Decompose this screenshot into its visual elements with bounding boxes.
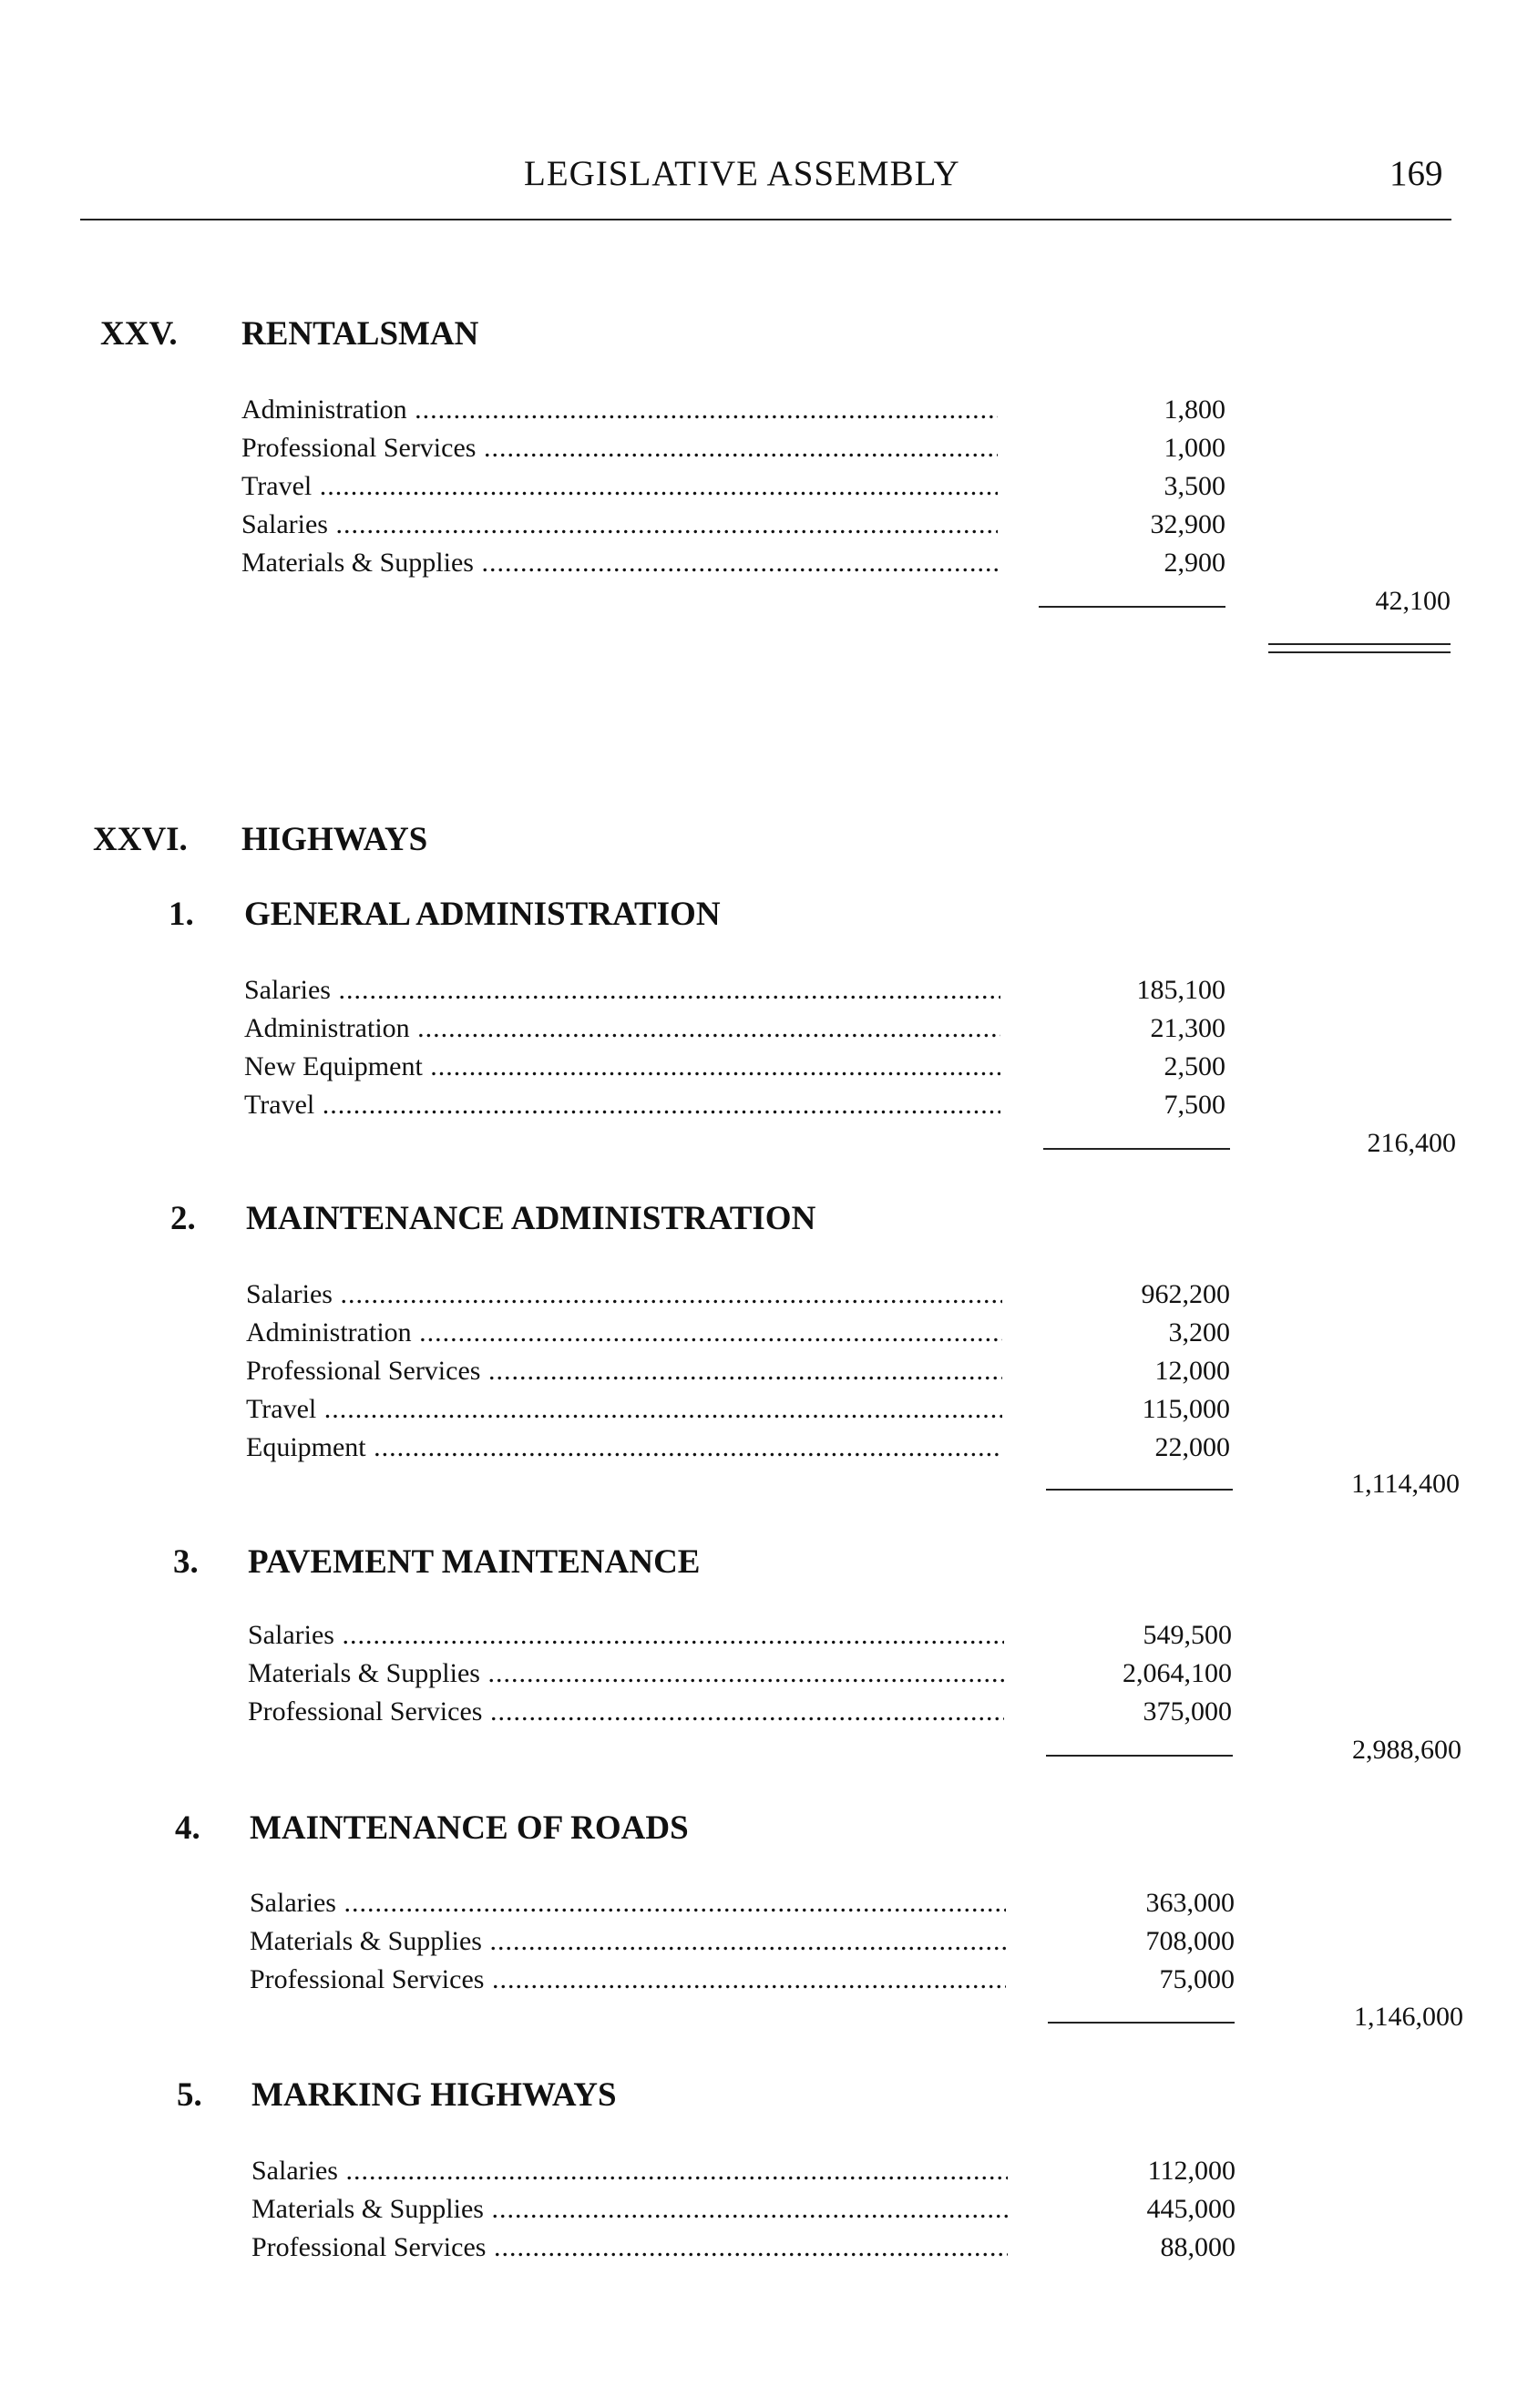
line-item-label: Professional Services .....	[248, 1696, 1004, 1727]
line-item-amount: 363,000	[1145, 1888, 1235, 1918]
line-item-label: Travel .....	[241, 471, 998, 502]
line-item-label: Professional Services .....	[251, 2232, 1008, 2263]
total-double-rule	[1268, 643, 1451, 653]
line-item-amount: 22,000	[1154, 1432, 1230, 1462]
subsection-number: 1.	[169, 896, 194, 933]
line-item-amount: 88,000	[1160, 2232, 1236, 2262]
line-item-label: Travel .....	[244, 1090, 1000, 1121]
line-item-amount: 549,500	[1143, 1620, 1232, 1650]
line-item-amount: 75,000	[1159, 1964, 1235, 1994]
line-item-amount: 12,000	[1154, 1356, 1230, 1386]
line-item-label: Administration .....	[244, 1013, 1000, 1044]
line-item-label: Professional Services .....	[246, 1356, 1002, 1387]
line-item-amount: 708,000	[1145, 1926, 1235, 1956]
line-item-amount: 2,900	[1164, 548, 1225, 578]
line-item-label: Equipment .....	[246, 1432, 1002, 1463]
subsection-title: MARKING HIGHWAYS	[251, 2076, 617, 2114]
section-number: XXV.	[100, 315, 178, 353]
line-item-label: Administration .....	[241, 395, 998, 425]
line-item-amount: 2,500	[1164, 1051, 1225, 1081]
line-item-label: Salaries .....	[251, 2156, 1008, 2187]
subsection-title: MAINTENANCE ADMINISTRATION	[246, 1200, 816, 1237]
subtotal-rule	[1048, 2022, 1235, 2024]
header-rule	[80, 219, 1451, 220]
line-item-label: Salaries .....	[250, 1888, 1006, 1919]
section-total: 2,988,600	[1352, 1735, 1461, 1765]
line-item-amount: 375,000	[1143, 1696, 1232, 1727]
line-item-label: Salaries .....	[244, 975, 1000, 1006]
line-item-amount: 1,800	[1164, 395, 1225, 425]
line-item-amount: 1,000	[1164, 433, 1225, 463]
section-total: 1,146,000	[1354, 2002, 1463, 2032]
line-item-amount: 185,100	[1136, 975, 1225, 1005]
line-item-label: Administration .....	[246, 1317, 1002, 1348]
section-total: 1,114,400	[1351, 1469, 1460, 1499]
subsection-title: PAVEMENT MAINTENANCE	[248, 1543, 701, 1581]
line-item-amount: 962,200	[1141, 1279, 1230, 1309]
section-total: 216,400	[1367, 1128, 1456, 1158]
line-item-amount: 2,064,100	[1123, 1658, 1232, 1688]
line-item-amount: 32,900	[1150, 509, 1225, 539]
line-item-label: Salaries .....	[246, 1279, 1002, 1310]
section-title: HIGHWAYS	[241, 821, 428, 858]
line-item-label: Materials & Supplies .....	[241, 548, 998, 579]
subsection-number: 3.	[173, 1543, 199, 1581]
line-item-label: Salaries .....	[248, 1620, 1004, 1651]
line-item-label: New Equipment .....	[244, 1051, 1000, 1082]
line-item-label: Materials & Supplies .....	[251, 2194, 1008, 2225]
line-item-amount: 7,500	[1164, 1090, 1225, 1120]
line-item-label: Professional Services .....	[241, 433, 998, 464]
subtotal-rule	[1043, 1148, 1230, 1150]
line-item-label: Professional Services .....	[250, 1964, 1006, 1995]
subsection-number: 4.	[175, 1809, 200, 1847]
subsection-number: 2.	[170, 1200, 196, 1237]
subtotal-rule	[1046, 1755, 1233, 1757]
line-item-amount: 115,000	[1142, 1394, 1230, 1424]
subtotal-rule	[1039, 606, 1225, 608]
section-total: 42,100	[1375, 586, 1451, 616]
subsection-title: GENERAL ADMINISTRATION	[244, 896, 721, 933]
subsection-title: MAINTENANCE OF ROADS	[250, 1809, 689, 1847]
line-item-amount: 112,000	[1147, 2156, 1236, 2186]
line-item-label: Materials & Supplies .....	[248, 1658, 1004, 1689]
subtotal-rule	[1046, 1489, 1233, 1491]
section-number: XXVI.	[93, 821, 188, 858]
subsection-number: 5.	[177, 2076, 202, 2114]
section-title: RENTALSMAN	[241, 315, 479, 353]
page-number: 169	[1389, 154, 1443, 193]
line-item-amount: 445,000	[1146, 2194, 1236, 2224]
line-item-amount: 21,300	[1150, 1013, 1225, 1043]
line-item-amount: 3,500	[1164, 471, 1225, 501]
line-item-amount: 3,200	[1168, 1317, 1230, 1347]
line-item-label: Travel .....	[246, 1394, 1002, 1425]
line-item-label: Materials & Supplies .....	[250, 1926, 1006, 1957]
line-item-label: Salaries .....	[241, 509, 998, 540]
page-header-title: LEGISLATIVE ASSEMBLY	[524, 154, 960, 193]
